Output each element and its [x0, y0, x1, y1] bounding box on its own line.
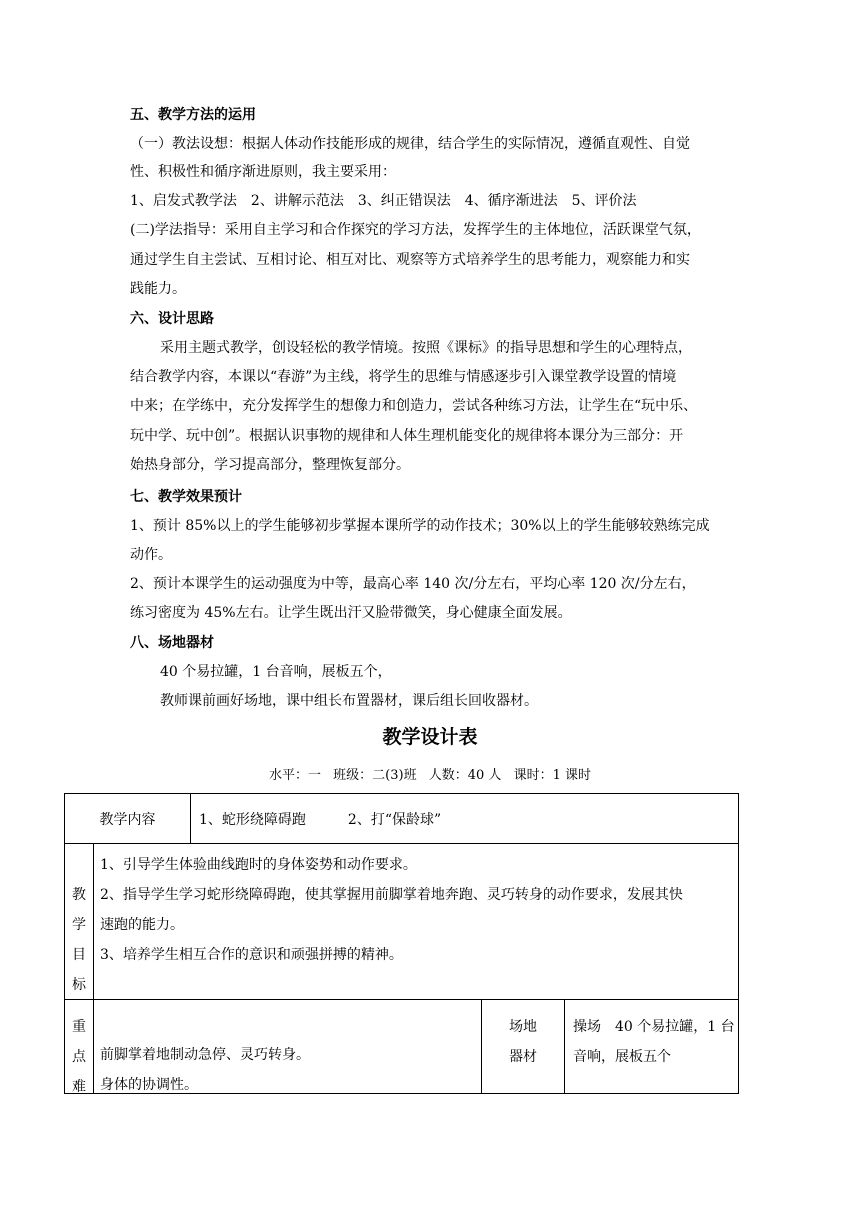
list-item: 3、培养学生相互合作的意识和顽强拼搏的精神。: [100, 947, 403, 963]
paragraph-line: 2、预计本课学生的运动强度为中等，最高心率 140 次/分左右，平均心率 120 次/分左右，: [130, 576, 696, 592]
paragraph-line: (二)学法指导：采用自主学习和合作探究的学习方法，发挥学生的主体地位，活跃课堂气氛，: [130, 222, 701, 238]
table-meta: [0, 764, 860, 783]
venue-value: 操场 40 个易拉罐，1 台 音响，展板五个: [573, 1019, 735, 1065]
paragraph-line: 结合教学内容，本课以“春游”为主线，将学生的思维与情感逐步引入课堂教学设置的情境: [130, 369, 677, 385]
paragraph-line: 教师课前画好场地，课中组长布置器材，课后组长回收器材。: [160, 693, 538, 709]
table-row: [65, 1000, 739, 1094]
paragraph-line: 践能力。: [130, 281, 186, 297]
section-6-heading: 六、设计思路: [130, 311, 214, 327]
meta-hours: 课时：1 课时: [513, 768, 591, 783]
key-points-label: 重 点 难: [65, 1000, 94, 1093]
section-8-heading: 八、场地器材: [130, 635, 214, 651]
list-item: 前脚掌着地制动急停、灵巧转身。: [100, 1047, 310, 1063]
list-item: 2、指导学生学习蛇形绕障碍跑，使其掌握用前脚掌着地奔跑、灵巧转身的动作要求，发展其快: [100, 887, 683, 903]
objectives-list: [94, 844, 738, 999]
paragraph-line: 练习密度为 45%左右。让学生既出汗又脸带微笑，身心健康全面发展。: [130, 605, 572, 621]
paragraph-line: 中来；在学练中，充分发挥学生的想像力和创造力，尝试各种练习方法，让学生在“玩中乐、: [130, 398, 698, 414]
meta-students: 人数：40 人: [428, 768, 502, 783]
list-item: 身体的协调性。: [100, 1077, 198, 1093]
section-5-heading: 五、教学方法的运用: [130, 107, 256, 123]
table-row: [65, 844, 739, 1000]
paragraph-line: 始热身部分，学习提高部分，整理恢复部分。: [130, 457, 410, 473]
table-title: 教学设计表: [382, 726, 478, 748]
paragraph-line: 1、预计 85%以上的学生能够初步掌握本课所学的动作技术；30%以上的学生能够较熟练完成: [130, 518, 710, 534]
key-points: [94, 1000, 482, 1093]
list-item: 速跑的能力。: [100, 917, 184, 933]
paragraph-line: 玩中学、玩中创”。根据认识事物的规律和人体生理机能变化的规律将本课分为三部分：开: [130, 428, 684, 444]
content-value: 1、蛇形绕障碍跑 2、打“保龄球”: [191, 794, 739, 844]
paragraph-line: （一）教法设想：根据人体动作技能形成的规律，结合学生的实际情况，遵循直观性、自觉: [130, 136, 690, 152]
list-item: 1、引导学生体验曲线跑时的身体姿势和动作要求。: [100, 857, 417, 873]
table-row: [65, 794, 739, 844]
paragraph-line: 动作。: [130, 547, 172, 563]
venue-label: 场地 器材: [482, 1000, 565, 1093]
content-label: 教学内容: [65, 794, 191, 844]
paragraph-line: 采用主题式教学，创设轻松的教学情境。按照《课标》的指导思想和学生的心理特点，: [160, 340, 692, 356]
paragraph-line: 性、积极性和循序渐进原则，我主要采用：: [130, 164, 396, 180]
section-7-heading: 七、教学效果预计: [130, 489, 242, 505]
paragraph-line: 通过学生自主尝试、互相讨论、相互对比、观察等方式培养学生的思考能力，观察能力和实: [130, 252, 690, 268]
teaching-design-table: [64, 793, 739, 1094]
objectives-label: 教 学 目 标: [65, 844, 94, 999]
paragraph-line: 1、启发式教学法 2、讲解示范法 3、纠正错误法 4、循序渐进法 5、评价法: [130, 193, 637, 209]
meta-level: 水平：一: [269, 768, 322, 783]
meta-class: 班级：二(3)班: [333, 768, 417, 783]
paragraph-line: 40 个易拉罐，1 台音响，展板五个，: [160, 664, 392, 680]
